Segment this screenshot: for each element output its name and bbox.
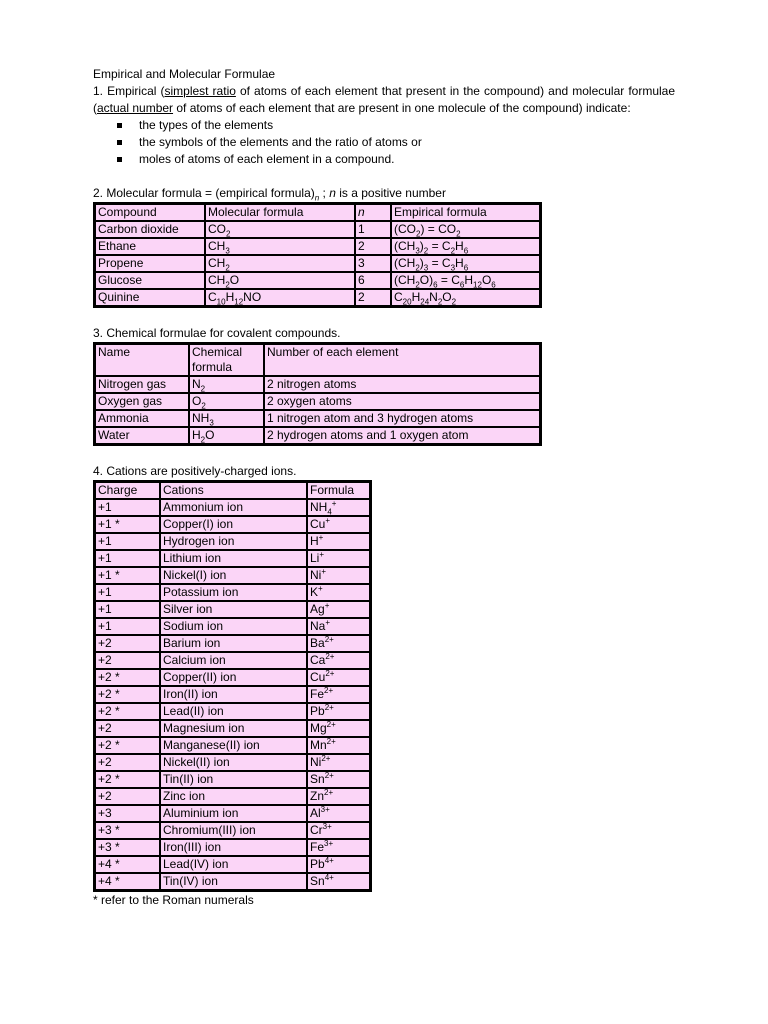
element-count-cell: 2 hydrogen atoms and 1 oxygen atom xyxy=(264,427,540,444)
table-row xyxy=(95,873,370,890)
formula-cell: Na+ xyxy=(307,618,370,635)
formula-cell: $Ba^{2+}$ xyxy=(307,635,370,652)
bullet-item: the symbols of the elements and the ratio of atoms or xyxy=(93,134,675,151)
molecular-formula-cell: $CO_2$ xyxy=(205,221,355,238)
chemical-formula-cell: $O_2$ xyxy=(189,393,264,410)
compound-cell: Carbon dioxide xyxy=(95,221,205,238)
empirical-formula-cell: $(CO_2) = CO_2$ xyxy=(391,221,540,238)
table-row xyxy=(95,427,540,444)
header-cell: Molecular formula xyxy=(205,204,355,221)
table-row xyxy=(95,567,370,584)
document-title: Empirical and Molecular Formulae xyxy=(93,67,276,81)
formula-cell: $NH_4^+$ xyxy=(307,499,370,516)
formula-cell: $Cr^{3+}$ xyxy=(307,822,370,839)
cation-cell: Tin(II) ion xyxy=(160,771,307,788)
table-row xyxy=(95,272,540,289)
table-row xyxy=(95,669,370,686)
cation-cell: Sodium ion xyxy=(160,618,307,635)
element-count-cell: 2 oxygen atoms xyxy=(264,393,540,410)
compound-cell: Propene xyxy=(95,255,205,272)
table-header-row xyxy=(95,482,370,499)
charge-cell: +2 xyxy=(95,788,160,805)
charge-cell: +2 xyxy=(95,652,160,669)
name-cell: Ammonia xyxy=(95,410,189,427)
cations-table xyxy=(93,480,372,892)
cation-cell: Tin(IV) ion xyxy=(160,873,307,890)
formula-cell: H+ xyxy=(307,533,370,550)
molecular-formula-cell: $CH_2O$ xyxy=(205,272,355,289)
header-cell: Compound xyxy=(95,204,205,221)
formula-cell: $Mn^{2+}$ xyxy=(307,737,370,754)
table-row xyxy=(95,499,370,516)
formula-cell: Ni+ xyxy=(307,567,370,584)
name-cell: Oxygen gas xyxy=(95,393,189,410)
table-row xyxy=(95,822,370,839)
heading-text: is a positive number xyxy=(335,186,446,200)
charge-cell: +1 * xyxy=(95,567,160,584)
element-count-cell: 2 nitrogen atoms xyxy=(264,376,540,393)
charge-cell: +1 xyxy=(95,550,160,567)
table-row xyxy=(95,376,540,393)
header-cell: Charge xyxy=(95,482,160,499)
table-row xyxy=(95,788,370,805)
formula-cell: K+ xyxy=(307,584,370,601)
molecular-formula-table xyxy=(93,202,542,308)
bullet-item: moles of atoms of each element in a compound. xyxy=(93,151,675,168)
table-row xyxy=(95,703,370,720)
table-row xyxy=(95,255,540,272)
cation-cell: Magnesium ion xyxy=(160,720,307,737)
header-cell: Cations xyxy=(160,482,307,499)
chemical-formula-cell: $N_2$ xyxy=(189,376,264,393)
table-row xyxy=(95,289,540,306)
underlined-term: actual number xyxy=(97,101,174,115)
table-row xyxy=(95,771,370,788)
charge-cell: +3 * xyxy=(95,822,160,839)
table-row xyxy=(95,238,540,255)
molecular-formula-cell: $CH_2$ xyxy=(205,255,355,272)
formula-cell: $Cu^{2+}$ xyxy=(307,669,370,686)
footnote: * refer to the Roman numerals xyxy=(93,893,254,907)
cation-cell: Potassium ion xyxy=(160,584,307,601)
n-cell: 1 xyxy=(355,221,391,238)
table-row xyxy=(95,584,370,601)
formula-cell: $Zn^{2+}$ xyxy=(307,788,370,805)
empirical-formula-cell: $C_{20}H_{24}N_2O_2$ xyxy=(391,289,540,306)
element-count-cell: 1 nitrogen atom and 3 hydrogen atoms xyxy=(264,410,540,427)
n-cell: 3 xyxy=(355,255,391,272)
charge-cell: +2 * xyxy=(95,669,160,686)
empirical-formula-cell: $(CH_2O)_6 = C_6H_{12}O_6$ xyxy=(391,272,540,289)
n-cell: 2 xyxy=(355,289,391,306)
charge-cell: +2 * xyxy=(95,703,160,720)
document-page xyxy=(93,66,675,908)
molecular-formula-cell: $CH_3$ xyxy=(205,238,355,255)
charge-cell: +3 xyxy=(95,805,160,822)
bullet-item: the types of the elements xyxy=(93,117,675,134)
cation-cell: Iron(II) ion xyxy=(160,686,307,703)
table-row xyxy=(95,221,540,238)
cation-cell: Hydrogen ion xyxy=(160,533,307,550)
formula-cell: $Ni^{2+}$ xyxy=(307,754,370,771)
cation-cell: Ammonium ion xyxy=(160,499,307,516)
charge-cell: +2 xyxy=(95,720,160,737)
table-row xyxy=(95,516,370,533)
covalent-compounds-table xyxy=(93,342,542,446)
n-cell: 6 xyxy=(355,272,391,289)
charge-cell: +3 * xyxy=(95,839,160,856)
charge-cell: +1 xyxy=(95,618,160,635)
intro-paragraph xyxy=(93,83,675,117)
charge-cell: +1 xyxy=(95,601,160,618)
table-row xyxy=(95,410,540,427)
section2-heading xyxy=(93,185,675,202)
charge-cell: +2 * xyxy=(95,737,160,754)
charge-cell: +1 xyxy=(95,584,160,601)
section3-heading: 3. Chemical formulae for covalent compounds. xyxy=(93,326,341,340)
charge-cell: +1 xyxy=(95,499,160,516)
cation-cell: Barium ion xyxy=(160,635,307,652)
charge-cell: +2 xyxy=(95,635,160,652)
cation-cell: Iron(III) ion xyxy=(160,839,307,856)
charge-cell: +4 * xyxy=(95,856,160,873)
formula-cell: $Sn^{2+}$ xyxy=(307,771,370,788)
formula-cell: $Mg^{2+}$ xyxy=(307,720,370,737)
formula-cell: $Fe^{3+}$ xyxy=(307,839,370,856)
cation-cell: Zinc ion xyxy=(160,788,307,805)
molecular-formula-cell: $C_{10}H_{12}NO$ xyxy=(205,289,355,306)
cation-cell: Lead(IV) ion xyxy=(160,856,307,873)
header-cell: Chemical formula xyxy=(189,344,264,376)
empirical-formula-cell: $(CH_2)_3 = C_3H_6$ xyxy=(391,255,540,272)
charge-cell: +1 * xyxy=(95,516,160,533)
cation-cell: Nickel(II) ion xyxy=(160,754,307,771)
charge-cell: +2 * xyxy=(95,771,160,788)
underlined-term: simplest ratio xyxy=(164,84,236,98)
formula-cell: $Sn^{4+}$ xyxy=(307,873,370,890)
heading-sub-n: n xyxy=(314,193,320,203)
charge-cell: +2 * xyxy=(95,686,160,703)
cation-cell: Silver ion xyxy=(160,601,307,618)
name-cell: Water xyxy=(95,427,189,444)
table-row xyxy=(95,754,370,771)
table-row xyxy=(95,856,370,873)
table-row xyxy=(95,550,370,567)
intro-bullet-list xyxy=(93,117,675,168)
cation-cell: Nickel(I) ion xyxy=(160,567,307,584)
compound-cell: Glucose xyxy=(95,272,205,289)
table-header-row xyxy=(95,204,540,221)
formula-cell: $Ca^{2+}$ xyxy=(307,652,370,669)
header-cell: Number of each element xyxy=(264,344,540,376)
header-cell: n xyxy=(355,204,391,221)
charge-cell: +2 xyxy=(95,754,160,771)
compound-cell: Quinine xyxy=(95,289,205,306)
cation-cell: Chromium(III) ion xyxy=(160,822,307,839)
cation-cell: Calcium ion xyxy=(160,652,307,669)
header-cell: Empirical formula xyxy=(391,204,540,221)
formula-cell: $Pb^{2+}$ xyxy=(307,703,370,720)
name-cell: Nitrogen gas xyxy=(95,376,189,393)
table-row xyxy=(95,839,370,856)
cation-cell: Aluminium ion xyxy=(160,805,307,822)
table-row xyxy=(95,601,370,618)
intro-text: 1. Empirical ( xyxy=(93,84,165,98)
cation-cell: Lithium ion xyxy=(160,550,307,567)
empirical-formula-cell: $(CH_3)_2 = C_2H_6$ xyxy=(391,238,540,255)
intro-text: of atoms of each element that are present in one molecule of the compound) indicate: xyxy=(173,101,631,115)
n-cell: 2 xyxy=(355,238,391,255)
table-row xyxy=(95,805,370,822)
table-row xyxy=(95,652,370,669)
table-row xyxy=(95,720,370,737)
formula-cell: Li+ xyxy=(307,550,370,567)
chemical-formula-cell: $NH_3$ xyxy=(189,410,264,427)
compound-cell: Ethane xyxy=(95,238,205,255)
heading-n: n xyxy=(329,186,336,200)
cation-cell: Copper(II) ion xyxy=(160,669,307,686)
table-row xyxy=(95,737,370,754)
cation-cell: Copper(I) ion xyxy=(160,516,307,533)
header-cell: Name xyxy=(95,344,189,376)
charge-cell: +4 * xyxy=(95,873,160,890)
heading-text: 2. Molecular formula = (empirical formula) xyxy=(93,186,315,200)
heading-text: ; xyxy=(319,186,330,200)
formula-cell: $Fe^{2+}$ xyxy=(307,686,370,703)
table-header-row xyxy=(95,344,540,376)
formula-cell: $Al^{3+}$ xyxy=(307,805,370,822)
chemical-formula-cell: $H_2O$ xyxy=(189,427,264,444)
table-row xyxy=(95,533,370,550)
formula-cell: $Pb^{4+}$ xyxy=(307,856,370,873)
formula-cell: Cu+ xyxy=(307,516,370,533)
cation-cell: Lead(II) ion xyxy=(160,703,307,720)
header-cell: Formula xyxy=(307,482,370,499)
intro-text: of atoms of each element that present in the compound) and molecular formulae ( xyxy=(93,84,676,115)
section4-heading: 4. Cations are positively-charged ions. xyxy=(93,464,297,478)
table-row xyxy=(95,393,540,410)
table-row xyxy=(95,618,370,635)
charge-cell: +1 xyxy=(95,533,160,550)
formula-cell: Ag+ xyxy=(307,601,370,618)
table-row xyxy=(95,686,370,703)
cation-cell: Manganese(II) ion xyxy=(160,737,307,754)
table-row xyxy=(95,635,370,652)
